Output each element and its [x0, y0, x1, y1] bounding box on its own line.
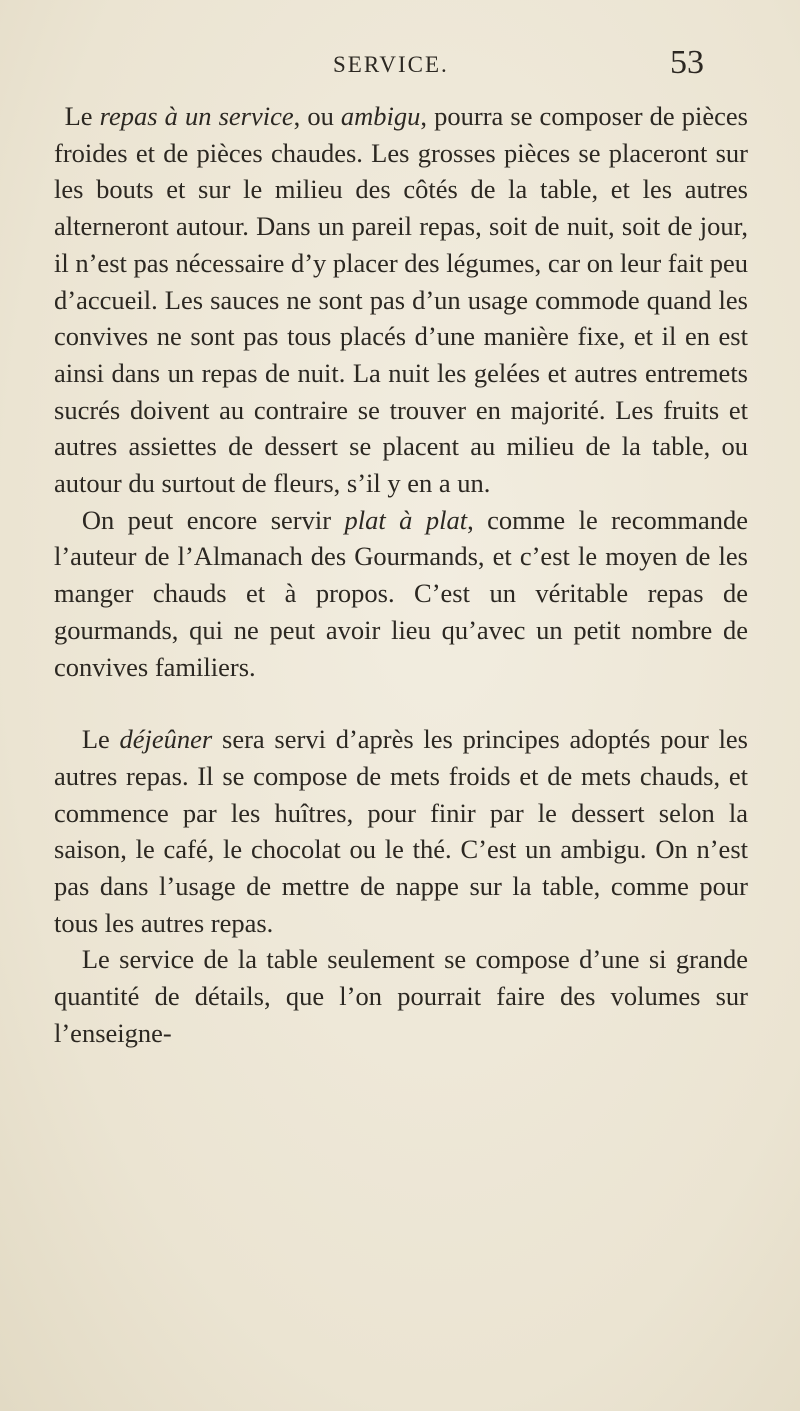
text-span: Le service de la table seulement se compose d’une si grande quantité de détails, que l’on pourrait faire des volumes sur l’enseigne-: [54, 944, 748, 1048]
paragraph-dejeuner: [54, 721, 748, 941]
text-span: , pourra se composer de pièces froides et de pièces chaudes. Les grosses pièces se placeront sur les bouts et sur le milieu des côtés de la table, et les autres alterneront autour. Dans un pareil repas, soit de nuit, soit de jour, il n’est pas nécessaire d’y placer des légumes, car on leur fait peu d’accueil. Les sauces ne sont pas d’un usage commode quand les convives ne sont pas tous placés d’une manière fixe, et il en est ainsi dans un repas de nuit. La nuit les gelées et autres entremets sucrés doivent au contraire se trouver en majorité. Les fruits et autres assiettes de dessert se placent au milieu de la table, ou autour du surtout de fleurs, s’il y en a un.: [54, 101, 748, 499]
text-span: Le: [81, 724, 120, 755]
paragraph-repas-a-un-service: [54, 98, 748, 502]
text-span: On peut encore servir: [81, 504, 345, 535]
text-span: , ou: [293, 101, 341, 131]
text-span: sera servi d’après les principes adoptés pour les autres repas. Il se compose de mets froids et de mets chauds, et commence par les huîtres, pour finir par le dessert selon la saison, le café, le chocolat ou le thé. C’est un ambigu. On n’est pas dans l’usage de mettre de nappe sur la table, comme pour tous les autres repas.: [54, 724, 748, 938]
text-span: , comme le recommande l’auteur de l’Almanach des Gourmands, et c’est le moyen de les manger chauds et à propos. C’est un véritable repas de gourmands, qui ne peut avoir lieu qu’avec un petit nombre de convives familiers.: [54, 504, 748, 682]
running-title: SERVICE.: [333, 52, 449, 77]
italic-term-ambigu: ambigu: [340, 101, 421, 131]
paragraph-service-de-la-table: [54, 941, 748, 1051]
page-number: 53: [670, 44, 704, 81]
italic-term-plat-a-plat: plat à plat: [344, 504, 468, 535]
italic-term-dejeuner: déjeûner: [119, 724, 213, 755]
body-text: [54, 98, 748, 1052]
text-span: Le: [64, 101, 100, 131]
running-head: [0, 38, 800, 88]
italic-term-repas-a-un-service: repas à un service: [99, 101, 294, 131]
paragraph-plat-a-plat: [54, 502, 748, 686]
